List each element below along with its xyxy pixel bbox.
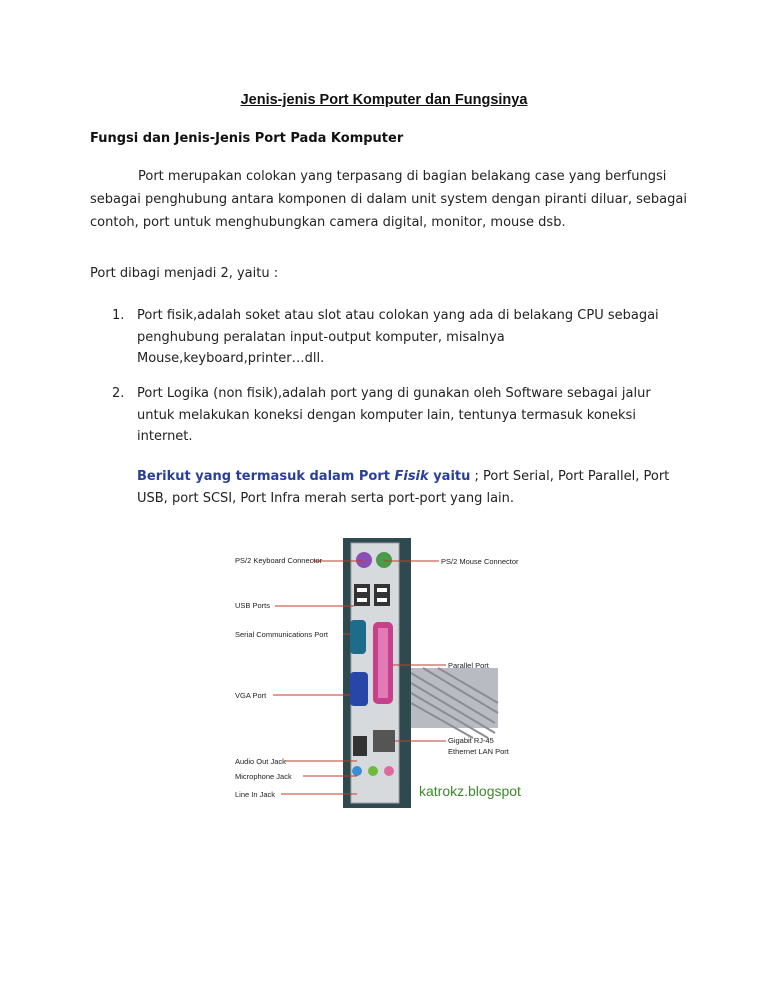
microphone-jack [384,766,394,776]
figure-label: Microphone Jack [235,772,292,781]
figure-label: PS/2 Mouse Connector [441,557,519,566]
figure-label: Audio Out Jack [235,757,286,766]
usb-port [353,736,367,756]
port-diagram-image [233,538,538,808]
figure-label: Serial Communications Port [235,630,328,639]
heatsink [408,668,498,738]
list-text: Port fisik,adalah soket atau slot atau colokan yang ada di belakang CPU sebagai penghubung peralatan input-output komputer, misalnya Mouse,keyboard,printer…dll. [137,308,659,366]
section-heading: Fungsi dan Jenis-Jenis Port Pada Komputer [90,131,404,146]
physical-lead-italic: Fisik [394,469,429,484]
list-text: Port Logika (non fisik),adalah port yang di gunakan oleh Software sebagai jalur untuk melakukan koneksi dengan komputer lain, tentunya termasuk koneksi internet. [137,386,651,444]
figure-label: USB Ports [235,601,271,610]
physical-rest: ; Port Serial, Port Parallel, Port USB, port SCSI, Port Infra merah serta port-port yang lain. [137,469,670,506]
physical-ports-paragraph [137,466,677,510]
figure-label: Parallel Port [448,661,489,670]
physical-lead-c: yaitu [428,469,471,484]
figure-label: Gigabit RJ-45 [448,736,494,745]
figure-label: VGA Port [235,691,267,700]
figure-label: PS/2 Keyboard Connector [235,556,323,565]
vga-port [350,672,368,706]
figure-label: Line In Jack [235,790,276,799]
list-item [112,305,672,370]
list-item [112,383,672,448]
list-lead: Port dibagi menjadi 2, yaitu : [90,266,279,281]
watermark: katrokz.blogspot [419,783,521,799]
figure-label: Ethernet LAN Port [448,747,509,756]
audio-out-jack [368,766,378,776]
ps2-mouse-port [376,552,392,568]
intro-text: Port merupakan colokan yang terpasang di bagian belakang case yang berfungsi sebagai penghubung antara komponen di dalam unit system dengan piranti diluar, sebagai contoh, port untuk menghubungkan camera digital, monitor, mouse dsb. [90,169,687,230]
line-in-jack [352,766,362,776]
list-number: 2. [112,386,125,401]
rj45-port [373,730,395,752]
ps2-keyboard-port [356,552,372,568]
physical-lead-a: Berikut yang termasuk dalam Port [137,469,395,484]
serial-port [350,620,366,654]
intro-paragraph [90,165,690,234]
page-title: Jenis-jenis Port Komputer dan Fungsinya [240,92,528,108]
list-number: 1. [112,308,125,323]
usb-port [354,584,370,606]
usb-port [374,584,390,606]
